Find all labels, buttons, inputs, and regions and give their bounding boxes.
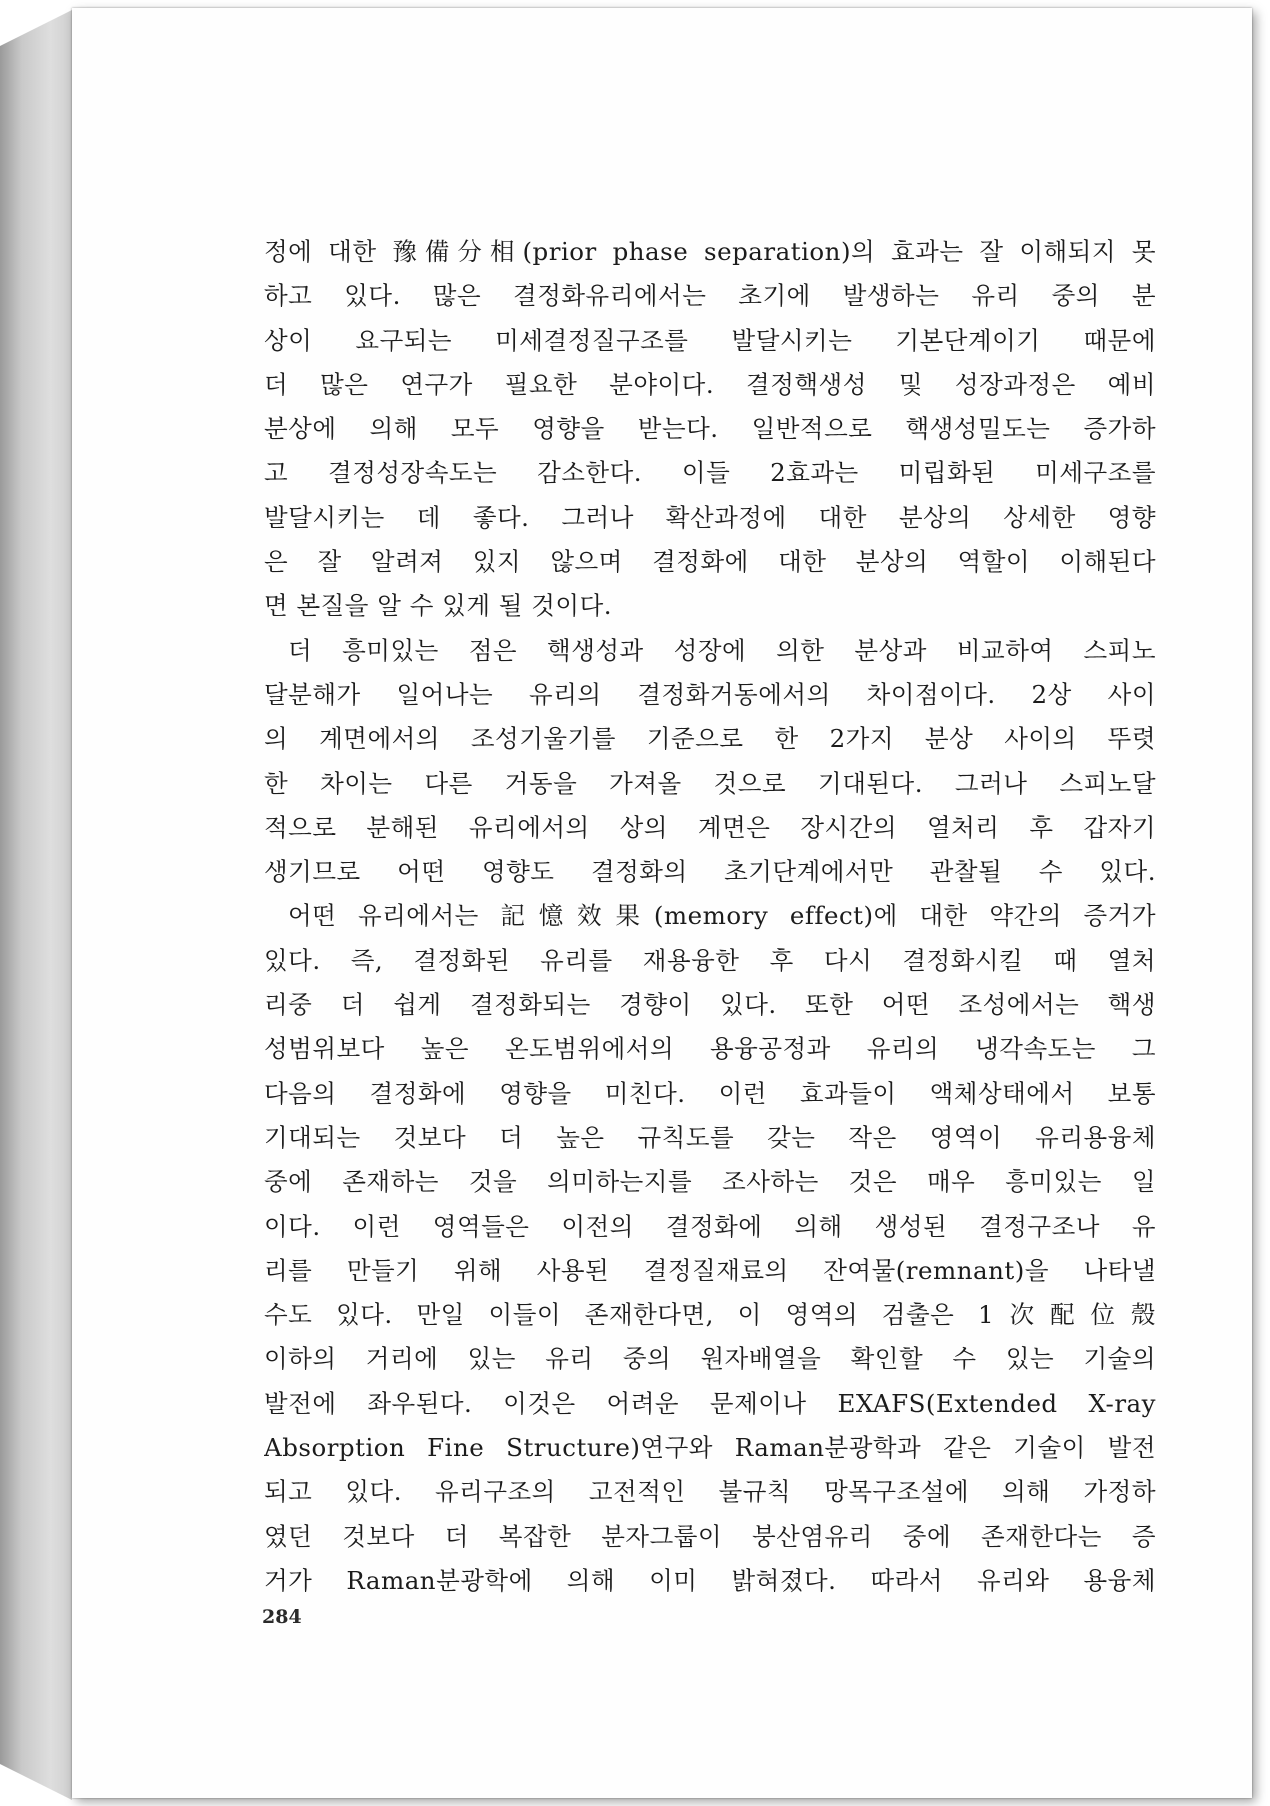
- page-number: 284: [262, 1606, 302, 1628]
- text-line: 하고 있다. 많은 결정화유리에서는 초기에 발생하는 유리 중의 분: [264, 281, 1156, 311]
- text-line: 어떤 유리에서는 記憶效果(memory effect)에 대한 약간의 증거가: [288, 901, 1156, 931]
- text-line: 달분해가 일어나는 유리의 결정화거동에서의 차이점이다. 2상 사이: [264, 679, 1156, 709]
- text-line: 중에 존재하는 것을 의미하는지를 조사하는 것은 매우 흥미있는 일: [264, 1167, 1156, 1197]
- text-line: 상이 요구되는 미세결정질구조를 발달시키는 기본단계이기 때문에: [264, 325, 1156, 355]
- text-line: 수도 있다. 만일 이들이 존재한다면, 이 영역의 검출은 1次配位殼: [264, 1300, 1156, 1330]
- text-line: 의 계면에서의 조성기울기를 기준으로 한 2가지 분상 사이의 뚜렷: [264, 724, 1156, 754]
- text-line: 더 흥미있는 점은 핵생성과 성장에 의한 분상과 비교하여 스피노: [288, 635, 1156, 665]
- text-line: 있다. 즉, 결정화된 유리를 재용융한 후 다시 결정화시킬 때 열처: [264, 945, 1156, 975]
- text-line: 고 결정성장속도는 감소한다. 이들 2효과는 미립화된 미세구조를: [264, 458, 1156, 488]
- text-line: 다음의 결정화에 영향을 미친다. 이런 효과들이 액체상태에서 보통: [264, 1078, 1156, 1108]
- text-line: 정에 대한 豫備分相(prior phase separation)의 효과는 잘 이해되지 못: [264, 237, 1156, 266]
- text-line: 였던 것보다 더 복잡한 분자그룹이 붕산염유리 중에 존재한다는 증: [264, 1521, 1156, 1551]
- text-line: 한 차이는 다른 거동을 가져올 것으로 기대된다. 그러나 스피노달: [264, 768, 1156, 798]
- text-line: 발전에 좌우된다. 이것은 어려운 문제이나 EXAFS(Extended X-ray: [264, 1388, 1156, 1418]
- book-spine-edge: [0, 10, 72, 1800]
- page-text: [264, 230, 1156, 1603]
- text-line: 발달시키는 데 좋다. 그러나 확산과정에 대한 분상의 상세한 영향: [264, 502, 1156, 532]
- text-line: 이하의 거리에 있는 유리 중의 원자배열을 확인할 수 있는 기술의: [264, 1344, 1156, 1374]
- text-line: 분상에 의해 모두 영향을 받는다. 일반적으로 핵생성밀도는 증가하: [264, 414, 1156, 444]
- text-line: 거가 Raman분광학에 의해 이미 밝혀졌다. 따라서 유리와 용융체: [264, 1565, 1156, 1595]
- text-line: 기대되는 것보다 더 높은 규칙도를 갖는 작은 영역이 유리용융체: [264, 1122, 1156, 1152]
- text-line: 이다. 이런 영역들은 이전의 결정화에 의해 생성된 결정구조나 유: [264, 1211, 1156, 1241]
- text-line: 면 본질을 알 수 있게 될 것이다.: [264, 591, 613, 621]
- text-line: Absorption Fine Structure)연구와 Raman분광학과 같은 기술이 발전: [264, 1433, 1156, 1463]
- text-line: 리중 더 쉽게 결정화되는 경향이 있다. 또한 어떤 조성에서는 핵생: [264, 990, 1156, 1020]
- book-page: [72, 8, 1252, 1798]
- text-line: 리를 만들기 위해 사용된 결정질재료의 잔여물(remnant)을 나타낼: [264, 1255, 1156, 1285]
- text-line: 더 많은 연구가 필요한 분야이다. 결정핵생성 및 성장과정은 예비: [264, 369, 1156, 399]
- text-line: 성범위보다 높은 온도범위에서의 용융공정과 유리의 냉각속도는 그: [264, 1034, 1156, 1064]
- text-line: 은 잘 알려져 있지 않으며 결정화에 대한 분상의 역할이 이해된다: [264, 547, 1156, 577]
- text-line: 생기므로 어떤 영향도 결정화의 초기단계에서만 관찰될 수 있다.: [264, 857, 1156, 887]
- text-line: 적으로 분해된 유리에서의 상의 계면은 장시간의 열처리 후 갑자기: [264, 812, 1156, 842]
- text-line: 되고 있다. 유리구조의 고전적인 불규칙 망목구조설에 의해 가정하: [264, 1477, 1156, 1507]
